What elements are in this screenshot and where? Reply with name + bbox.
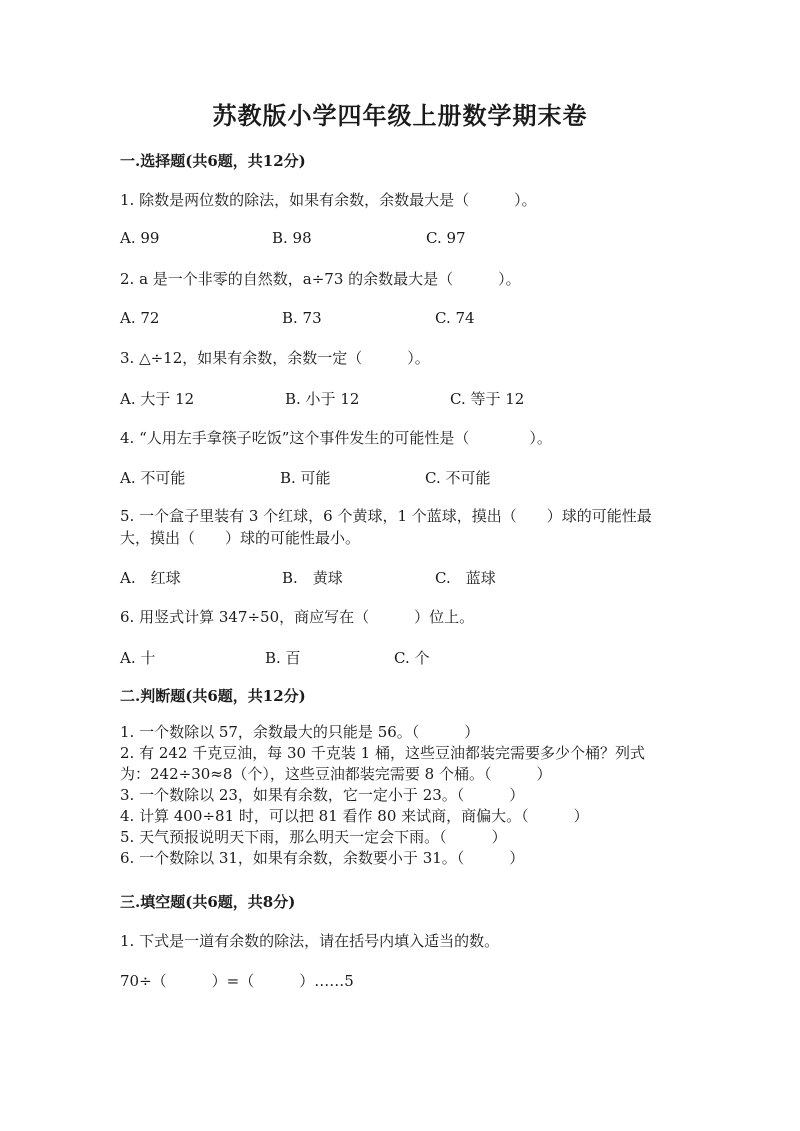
judgement-line: 6. 一个数除以 31，如果有余数，余数要小于 31。（ ） bbox=[120, 849, 525, 867]
question-stem: 1. 除数是两位数的除法，如果有余数，余数最大是（ ）。 bbox=[120, 191, 537, 209]
option-b: B. 黄球 bbox=[282, 569, 343, 587]
option-c: C. 等于 12 bbox=[450, 390, 525, 408]
option-a: A. 十 bbox=[120, 649, 156, 667]
option-c: C. 97 bbox=[426, 229, 466, 247]
options-row bbox=[120, 229, 680, 249]
section-heading-judgement: 二.判断题(共6题，共12分) bbox=[120, 687, 306, 705]
option-a: A. 99 bbox=[120, 229, 160, 247]
option-c: C. 蓝球 bbox=[435, 569, 496, 587]
options-row bbox=[120, 388, 680, 408]
option-b: B. 百 bbox=[265, 649, 301, 667]
option-a: A. 大于 12 bbox=[120, 390, 195, 408]
option-b: B. 小于 12 bbox=[285, 390, 360, 408]
option-a: A. 红球 bbox=[120, 569, 181, 587]
judgement-line: 1. 一个数除以 57，余数最大的只能是 56。（ ） bbox=[120, 723, 480, 741]
option-b: B. 98 bbox=[272, 229, 312, 247]
question-stem: 2. a 是一个非零的自然数，a÷73 的余数最大是（ ）。 bbox=[120, 270, 521, 288]
judgement-list bbox=[120, 722, 685, 869]
question-stem: 3. △÷12，如果有余数，余数一定（ ）。 bbox=[120, 349, 430, 367]
question-stem: 6. 用竖式计算 347÷50，商应写在（ ）位上。 bbox=[120, 608, 475, 626]
question-stem-line: 5. 一个盒子里装有 3 个红球，6 个黄球，1 个蓝球，摸出（ ）球的可能性最 bbox=[120, 507, 652, 525]
options-row bbox=[120, 567, 680, 587]
option-a: A. 不可能 bbox=[120, 469, 186, 487]
judgement-line: 4. 计算 400÷81 时，可以把 81 看作 80 来试商，商偏大。（ ） bbox=[120, 807, 589, 825]
page-title: 苏教版小学四年级上册数学期末卷 bbox=[212, 101, 588, 130]
option-b: B. 可能 bbox=[280, 469, 331, 487]
question-stem: 4. “人用左手拿筷子吃饭”这个事件发生的可能性是（ ）。 bbox=[120, 429, 552, 447]
judgement-line: 2. 有 242 千克豆油，每 30 千克装 1 桶，这些豆油都装完需要多少个桶？列式 bbox=[120, 744, 645, 762]
section-heading-fill: 三.填空题(共6题，共8分) bbox=[120, 893, 296, 911]
fill-expression: 70÷（ ）=（ ）……5 bbox=[120, 972, 354, 990]
judgement-line: 5. 天气预报说明天下雨，那么明天一定会下雨。（ ） bbox=[120, 828, 507, 846]
judgement-line: 为：242÷30≈8（个），这些豆油都装完需要 8 个桶。（ ） bbox=[120, 765, 552, 783]
options-row bbox=[120, 467, 680, 487]
question-stem: 1. 下式是一道有余数的除法，请在括号内填入适当的数。 bbox=[120, 932, 500, 950]
option-b: B. 73 bbox=[282, 309, 322, 327]
option-a: A. 72 bbox=[120, 309, 160, 327]
option-c: C. 不可能 bbox=[425, 469, 491, 487]
option-c: C. 74 bbox=[435, 309, 475, 327]
options-row bbox=[120, 309, 680, 329]
section-heading-choice: 一.选择题(共6题，共12分) bbox=[120, 152, 306, 170]
option-c: C. 个 bbox=[394, 649, 430, 667]
options-row bbox=[120, 647, 680, 667]
question-stem bbox=[120, 505, 685, 549]
question-stem-line: 大，摸出（ ）球的可能性最小。 bbox=[120, 529, 361, 547]
judgement-line: 3. 一个数除以 23，如果有余数，它一定小于 23。（ ） bbox=[120, 786, 525, 804]
